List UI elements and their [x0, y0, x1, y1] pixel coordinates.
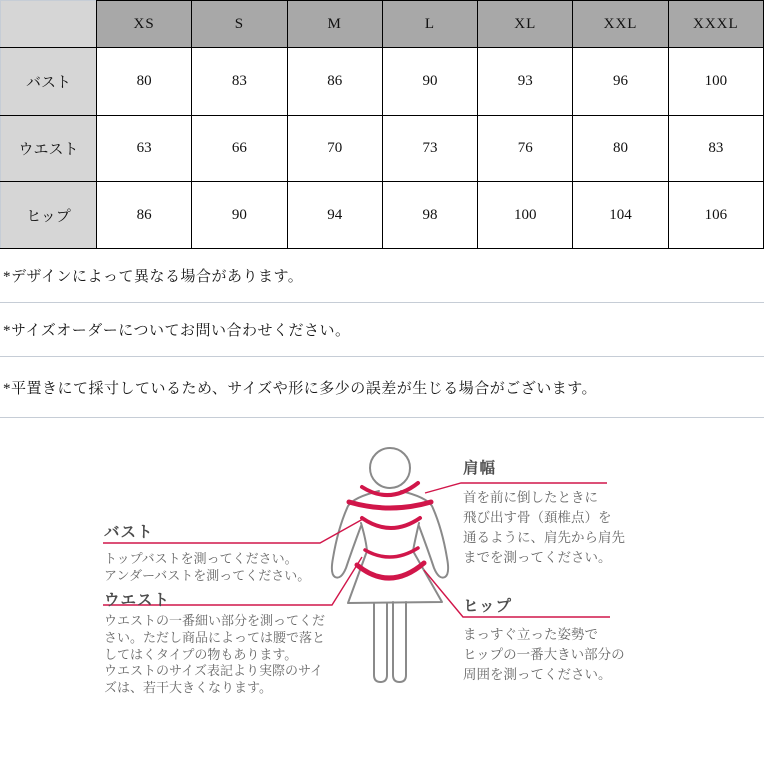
bust-value: 93	[478, 48, 573, 116]
note-size-order: *サイズオーダーについてお問い合わせください。	[0, 303, 764, 357]
waist-value: 80	[573, 116, 668, 182]
bust-label-line: アンダーバストを測ってください。	[104, 567, 311, 583]
bust-value: 96	[573, 48, 668, 116]
bust-value: 86	[287, 48, 382, 116]
shoulder-label-title: 肩幅	[463, 460, 497, 477]
waist-value: 76	[478, 116, 573, 182]
hip-value: 86	[97, 182, 192, 249]
shoulder-label-line: 通るように、肩先から肩先	[463, 530, 625, 545]
waist-label-block	[104, 588, 344, 697]
bust-row	[1, 48, 764, 116]
waist-label-text	[104, 613, 344, 697]
size-header-m: M	[287, 1, 382, 48]
size-header-xxxl: XXXL	[668, 1, 763, 48]
waist-label-line: ズは、若干大きくなります。	[104, 680, 272, 696]
bust-value: 80	[97, 48, 192, 116]
size-header-xs: XS	[97, 1, 192, 48]
waist-value: 66	[192, 116, 287, 182]
shoulder-label-line: 首を前に倒したときに	[463, 490, 598, 505]
figure-right-leg	[393, 602, 406, 682]
bust-measure-line	[362, 518, 420, 528]
corner-cell	[1, 1, 97, 48]
hip-label-text	[463, 625, 683, 685]
shoulder-label-text	[463, 488, 683, 568]
hip-label-title: ヒップ	[463, 598, 513, 615]
hip-value: 98	[382, 182, 477, 249]
shoulder-label-block	[463, 456, 683, 568]
measurement-diagram	[0, 430, 764, 764]
hip-value: 100	[478, 182, 573, 249]
note-design-difference: *デザインによって異なる場合があります。	[0, 249, 764, 303]
waist-value: 73	[382, 116, 477, 182]
row-label-hip: ヒップ	[1, 182, 97, 249]
hip-value: 106	[668, 182, 763, 249]
bust-value: 90	[382, 48, 477, 116]
waist-label-line: さい。ただし商品によっては腰で落と	[104, 629, 326, 645]
row-label-bust: バスト	[1, 48, 97, 116]
size-header-xl: XL	[478, 1, 573, 48]
waist-row	[1, 116, 764, 182]
waist-value: 83	[668, 116, 763, 182]
bust-label-title: バスト	[104, 524, 154, 541]
waist-label-line: してはくタイプの物もあります。	[104, 646, 298, 662]
waist-value: 63	[97, 116, 192, 182]
waist-label-line: ウエストの一番細い部分を測ってくだ	[104, 613, 326, 628]
bust-value: 83	[192, 48, 287, 116]
hip-label-block	[463, 594, 683, 685]
waist-measure-line	[365, 548, 418, 557]
size-header-l: L	[382, 1, 477, 48]
bust-label-text	[104, 551, 334, 585]
figure-head	[370, 448, 410, 488]
size-table-header-row	[1, 1, 764, 48]
hip-label-line: まっすぐ立った姿勢で	[463, 627, 598, 642]
hip-measure-line	[357, 563, 424, 578]
waist-value: 70	[287, 116, 382, 182]
hip-value: 104	[573, 182, 668, 249]
shoulder-label-line: までを測ってください。	[463, 550, 612, 565]
bust-label-line: トップバストを測ってください。	[104, 551, 298, 566]
size-header-xxl: XXL	[573, 1, 668, 48]
notes-section	[0, 249, 764, 418]
hip-label-line: ヒップの一番大きい部分の	[463, 647, 625, 662]
size-header-s: S	[192, 1, 287, 48]
note-measurement-tolerance: *平置きにて採寸しているため、サイズや形に多少の誤差が生じる場合がございます。	[0, 357, 764, 418]
hip-label-line: 周囲を測ってください。	[463, 667, 612, 682]
bust-value: 100	[668, 48, 763, 116]
waist-label-title: ウエスト	[104, 592, 171, 609]
figure-left-leg	[374, 603, 387, 682]
row-label-waist: ウエスト	[1, 116, 97, 182]
shoulder-measure-line	[349, 502, 431, 508]
hip-value: 90	[192, 182, 287, 249]
size-table	[0, 0, 764, 249]
shoulder-label-line: 飛び出す骨（頚椎点）を	[463, 510, 612, 525]
hip-row	[1, 182, 764, 249]
hip-value: 94	[287, 182, 382, 249]
bust-label-block	[104, 520, 334, 585]
figure-torso-skirt	[348, 523, 442, 603]
waist-label-line: ウエストのサイズ表記より実際のサイ	[104, 663, 324, 679]
